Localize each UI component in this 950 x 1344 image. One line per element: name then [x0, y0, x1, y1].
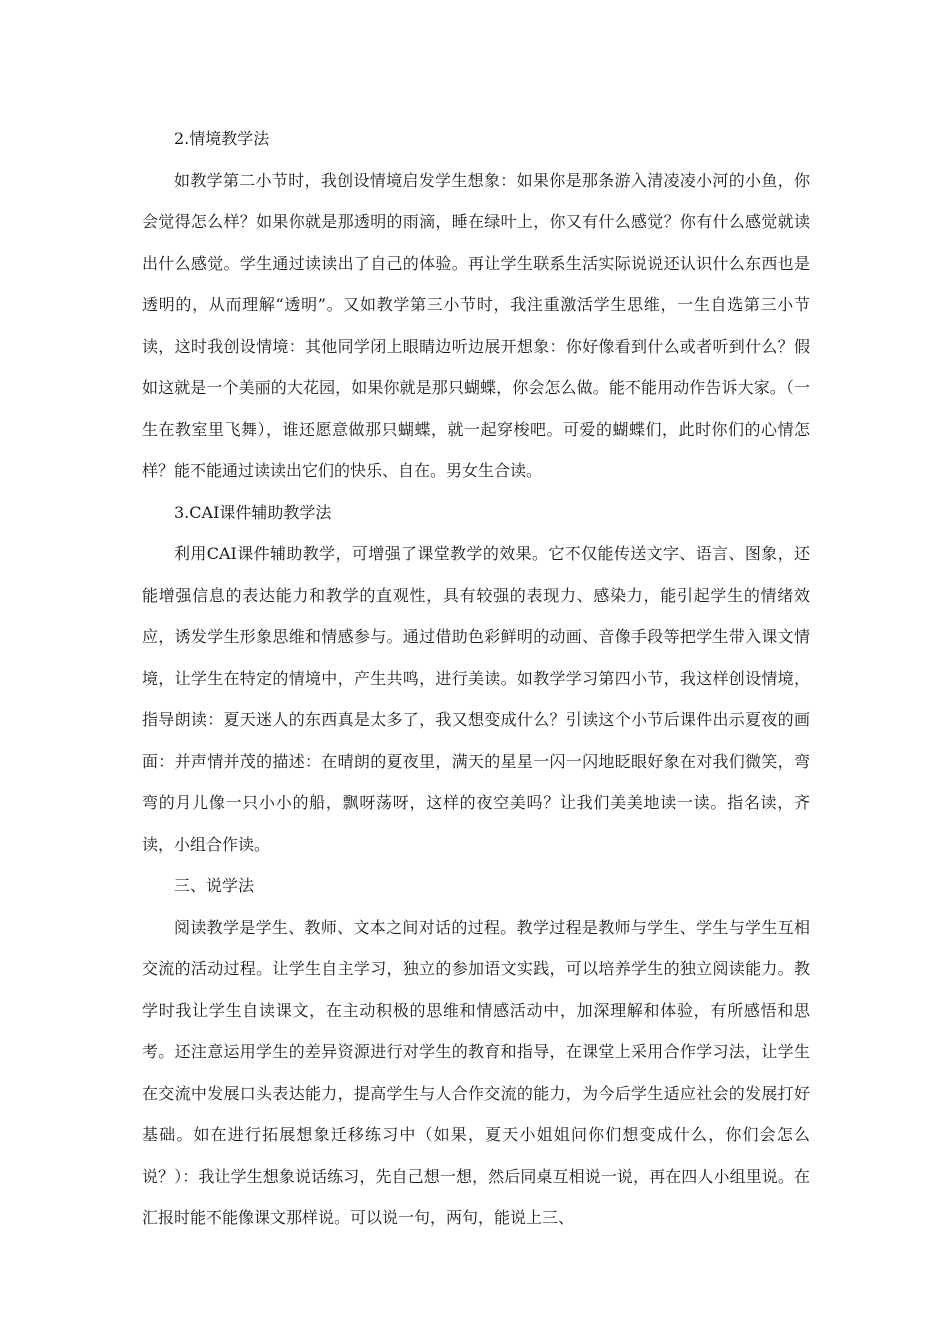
document-body	[142, 118, 810, 1239]
paragraph-cai-teaching: 利用CAI课件辅助教学，可增强了课堂教学的效果。它不仅能传送文字、语言、图象，还能增强信息的表达能力和教学的直观性，具有较强的表现力、感染力，能引起学生的情绪效应，诱发学生形象思维和情感参与。通过借助色彩鲜明的动画、音像手段等把学生带入课文情境，让学生在特定的情境中，产生共鸣，进行美读。如教学学习第四小节，我这样创设情境，指导朗读：夏天迷人的东西真是太多了，我又想变成什么？引读这个小节后课件出示夏夜的画面：并声情并茂的描述：在晴朗的夏夜里，满天的星星一闪一闪地眨眼好象在对我们微笑，弯弯的月儿像一只小小的船，飘呀荡呀，这样的夜空美吗？让我们美美地读一读。指名读，齐读，小组合作读。	[142, 544, 810, 854]
paragraph-learning-method: 阅读教学是学生、教师、文本之间对话的过程。教学过程是教师与学生、学生与学生互相交流的活动过程。让学生自主学习，独立的参加语文实践，可以培养学生的独立阅读能力。教学时我让学生自读课文，在主动积极的思维和情感活动中，加深理解和体验，有所感悟和思考。还注意运用学生的差异资源进行对学生的教育和指导，在课堂上采用合作学习法，让学生在交流中发展口头表达能力，提高学生与人合作交流的能力，为今后学生适应社会的发展打好基础。如在进行拓展想象迁移练习中（如果，夏天小姐姐问你们想变成什么，你们会怎么说？）：我让学生想象说话练习，先自己想一想，然后同桌互相说一说，再在四人小组里说。在汇报时能不能像课文那样说。可以说一句，两句，能说上三、	[142, 917, 810, 1227]
paragraph-situational-teaching: 如教学第二小节时，我创设情境启发学生想象：如果你是那条游入清凌凌小河的小鱼，你会觉得怎么样？如果你就是那透明的雨滴，睡在绿叶上，你又有什么感觉？你有什么感觉就读出什么感觉。学生通过读读出了自己的体验。再让学生联系生活实际说说还认识什么东西也是透明的，从而理解“透明”。又如教学第三小节时，我注重激活学生思维，一生自选第三小节读，这时我创设情境：其他同学闭上眼睛边听边展开想象：你好像看到什么或者听到什么？假如这就是一个美丽的大花园，如果你就是那只蝴蝶，你会怎么做。能不能用动作告诉大家。（一生在教室里飞舞），谁还愿意做那只蝴蝶，就一起穿梭吧。可爱的蝴蝶们，此时你们的心情怎样？能不能通过读读出它们的快乐、自在。男女生合读。	[142, 170, 810, 480]
section-heading-situational-teaching: 2.情境教学法	[174, 129, 270, 148]
section-heading-learning-method: 三、说学法	[174, 876, 255, 895]
section-heading-cai-teaching: 3.CAI课件辅助教学法	[174, 502, 332, 522]
